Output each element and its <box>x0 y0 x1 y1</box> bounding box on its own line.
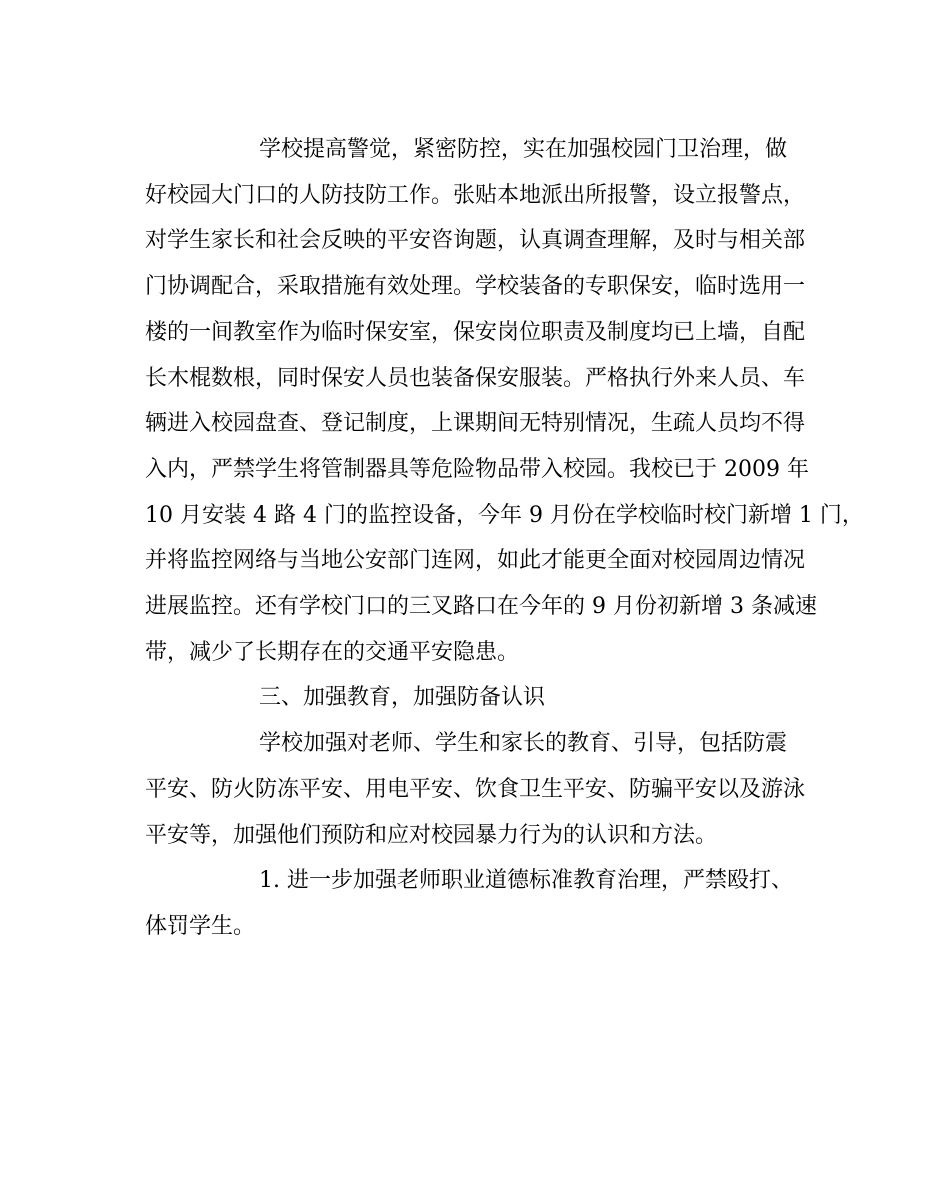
text-line: 平安等，加强他们预防和应对校园暴力行为的认识和方法。 <box>145 822 718 848</box>
text-line: 体罚学生。 <box>145 913 256 939</box>
text-line: 学校提高警觉，紧密防控，实在加强校园门卫治理，做 <box>259 137 788 162</box>
paragraph-teacher-ethics <box>145 858 807 949</box>
text-line: 长木棍数根，同时保安人员也装备保安服装。严格执行外来人员、车 <box>145 365 806 391</box>
text-line: 辆进入校园盘查、登记制度，上课期间无特别情况，生疏人员均不得 <box>145 411 806 437</box>
heading-line: 三、加强教育，加强防备认识 <box>259 685 546 711</box>
section-heading <box>145 675 807 721</box>
text-line: 带，减少了长期存在的交通平安隐患。 <box>145 639 520 665</box>
paragraph-education <box>145 721 807 858</box>
paragraph-security <box>145 127 864 675</box>
text-line: 1. 进一步加强老师职业道德标准教育治理，严禁殴打、 <box>259 868 793 894</box>
text-line: 门协调配合，采取措施有效处理。学校装备的专职保安，临时选用一 <box>145 274 806 300</box>
text-line: 楼的一间教室作为临时保安室，保安岗位职责及制度均已上墙，自配 <box>145 319 806 345</box>
text-line: 入内，严禁学生将管制器具等危险物品带入校园。我校已于 2009 年 <box>145 456 809 482</box>
text-line: 10 月安装 4 路 4 门的监控设备，今年 9 月份在学校临时校门新增 1 门， <box>145 502 864 528</box>
text-line: 学校加强对老师、学生和家长的教育、引导，包括防震 <box>259 731 788 757</box>
text-line: 平安、防火防冻平安、用电平安、饮食卫生平安、防骗平安以及游泳 <box>145 776 806 802</box>
text-line: 并将监控网络与当地公安部门连网，如此才能更全面对校园周边情况 <box>145 548 806 574</box>
document-body <box>145 127 864 950</box>
text-line: 好校园大门口的人防技防工作。张贴本地派出所报警，设立报警点， <box>145 182 806 208</box>
text-line: 对学生家长和社会反映的平安咨询题，认真调查理解，及时与相关部 <box>145 228 806 254</box>
text-line: 进展监控。还有学校门口的三叉路口在今年的 9 月份初新增 3 条减速 <box>145 594 817 620</box>
